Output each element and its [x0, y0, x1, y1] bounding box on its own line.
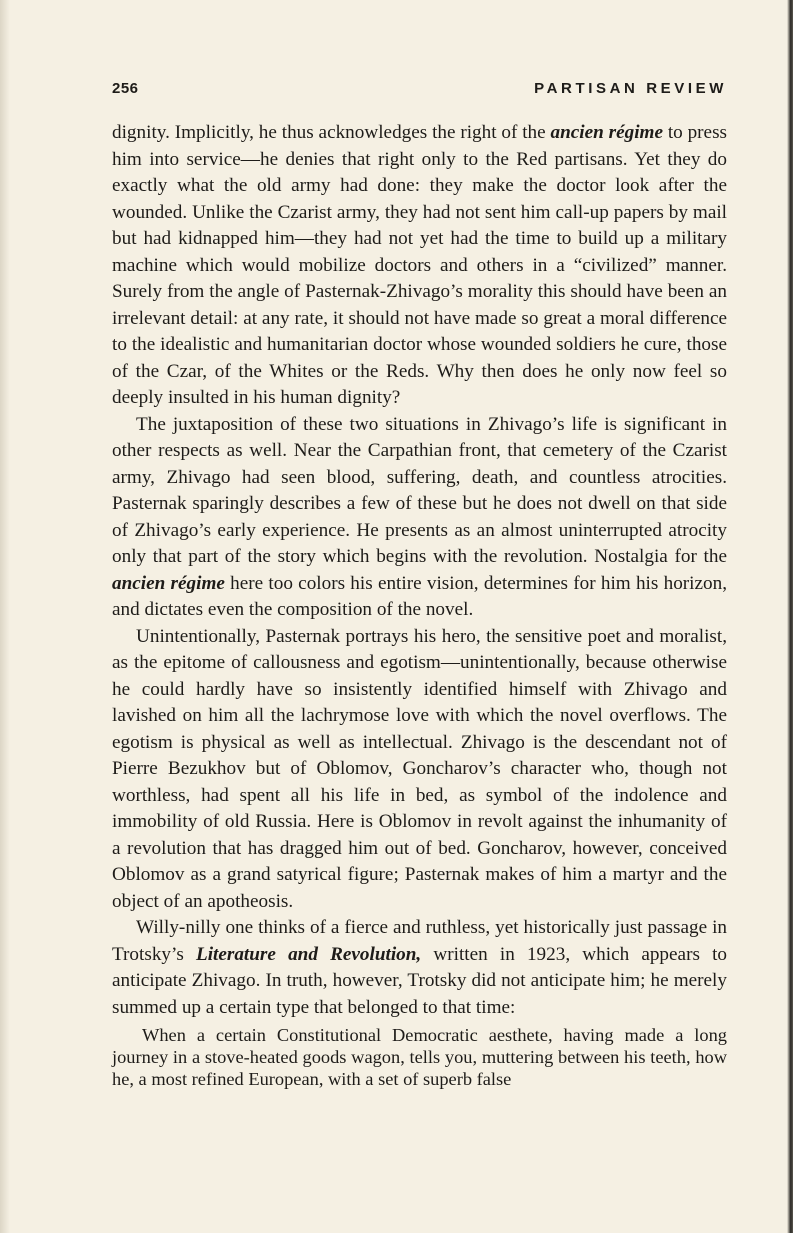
page-header [112, 80, 727, 102]
text-run: to press him into service—he denies that right only to the Red partisans. Yet they do exactly what the old army had done: they make the doctor look after the wounded. Unlike the Czarist army, they had not sent him call-up papers by mail but had kidnapped him—they had not yet had the time to build up a military machine which would mobilize doctors and others in a “civilized” manner. Surely from the angle of Pasternak-Zhivago’s morality this should have been an irrelevant detail: at any rate, it should not have made so great a moral difference to the idealistic and humanitarian doctor whose wounded soldiers he cure, those of the Czar, of the Whites or the Reds. Why then does he only now feel so deeply insulted in his human dignity? [112, 122, 728, 408]
block-quote [112, 1024, 727, 1090]
paragraph-3 [112, 624, 727, 916]
page-number: 256 [112, 80, 139, 97]
text-run: dignity. Implicitly, he thus acknowledges the right of the [112, 122, 551, 143]
page-edge [787, 0, 793, 1233]
text-run: written in 1923, which appears to anticipate Zhivago. In truth, however, Trotsky did not anticipate him; he merely summed up a certain type that belonged to that time: [112, 943, 727, 1018]
italic-book-title: Literature and Revolution, [195, 943, 422, 965]
page-gutter-shadow [0, 0, 10, 1233]
text-run: When a certain Constitutional Democratic aesthete, having made a long journey in a stove-heated goods wagon, tells you, muttering between his teeth, how he, a most refined European, with a set of superb false [112, 1025, 727, 1089]
paragraph-1 [112, 120, 727, 412]
text-run: The juxtaposition of these two situations in Zhivago’s life is significant in other respects as well. Near the Carpathian front, that cemetery of the Czarist army, Zhivago had seen blood, suffering, death, and countless atrocities. Pasternak sparingly describes a few of these but he does not dwell on that side of Zhivago’s early experience. He presents as an almost uninterrupted atrocity only that part of the story which begins with the revolution. Nostalgia for the [112, 413, 727, 567]
body-text [112, 120, 727, 1090]
paragraph-4 [112, 915, 727, 1021]
text-run: here too colors his entire vision, determines for him his horizon, and dictates even the composition of the novel. [112, 572, 728, 620]
italic-term: ancien régime [112, 572, 225, 594]
italic-term: ancien régime [550, 122, 663, 143]
text-run: Unintentionally, Pasternak portrays his hero, the sensitive poet and moralist, as the epitome of callousness and egotism—unintentionally, because otherwise he could hardly have so insistently identified himself with Zhivago and lavished on him all the lachrymose love with which the novel overflows. The egotism is physical as well as intellectual. Zhivago is the descendant not of Pierre Bezukhov but of Oblomov, Goncharov’s character who, though not worthless, had spent all his life in bed, as symbol of the indolence and immobility of old Russia. Here is Oblomov in revolt against the inhumanity of a revolution that has dragged him out of bed. Goncharov, however, conceived Oblomov as a grand satyrical figure; Pasternak makes of him a martyr and the object of an apotheosis. [112, 625, 727, 912]
paragraph-2 [112, 412, 727, 624]
running-head: PARTISAN REVIEW [534, 80, 727, 97]
text-run: Willy-nilly one thinks of a fierce and ruthless, yet historically just passage in Trotsky’s [112, 917, 727, 965]
